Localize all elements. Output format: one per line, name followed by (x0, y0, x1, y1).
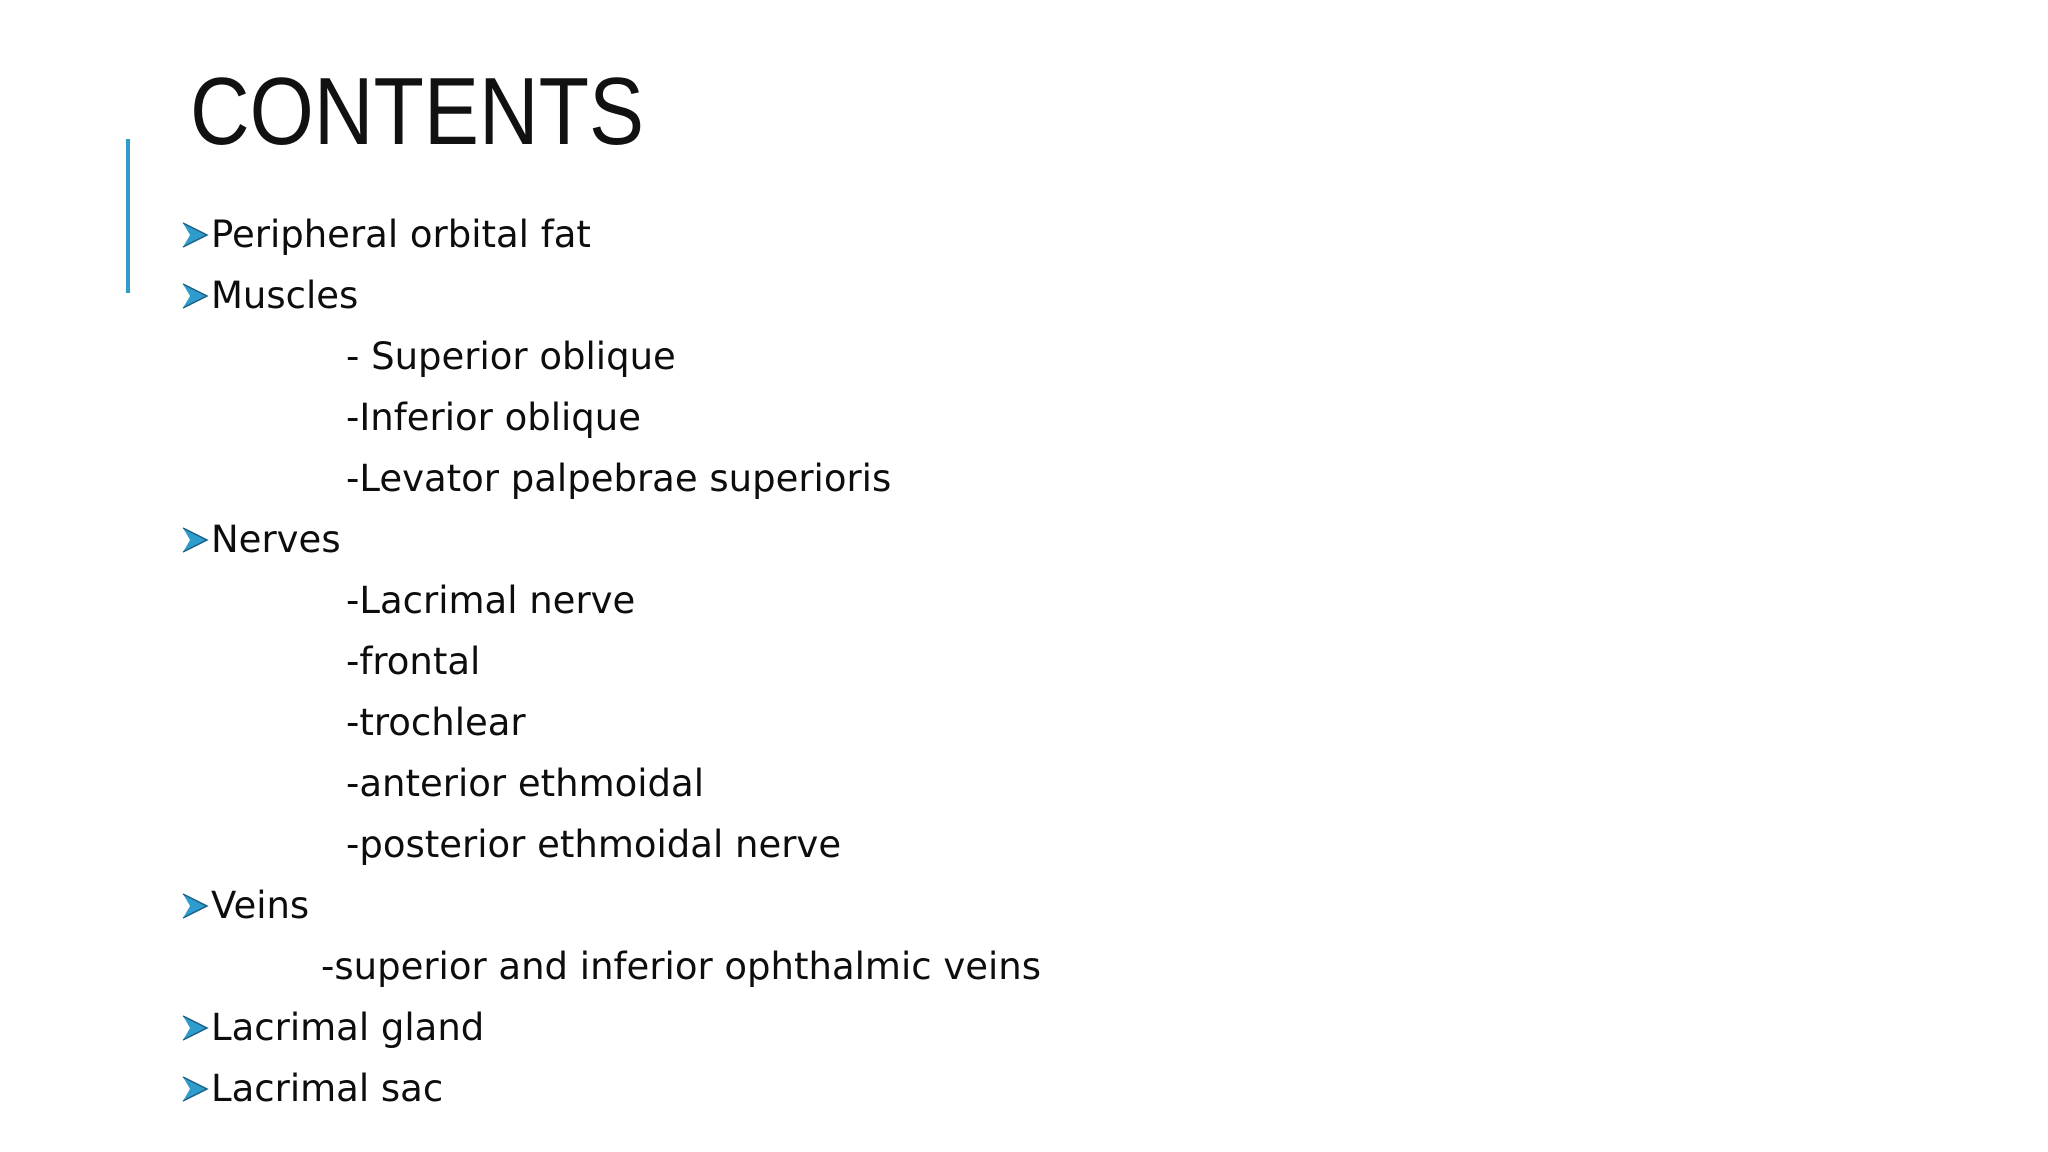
sub-item-lacrimal-nerve (181, 570, 1041, 631)
list-item-veins (181, 875, 1041, 936)
list-item-lacrimal-gland (181, 997, 1041, 1058)
arrowhead-bullet-icon (181, 220, 209, 250)
sub-item-inferior-oblique (181, 387, 1041, 448)
list-item-label: Muscles (211, 273, 359, 317)
arrowhead-bullet-icon (181, 1013, 209, 1043)
sub-item-levator-palpebrae (181, 448, 1041, 509)
sub-item-superior-oblique (181, 326, 1041, 387)
list-item-nerves (181, 509, 1041, 570)
sub-item-label: -frontal (346, 639, 481, 683)
contents-list (181, 204, 1041, 1119)
sub-item-anterior-ethmoidal (181, 753, 1041, 814)
sub-item-frontal (181, 631, 1041, 692)
list-item-label: Nerves (211, 517, 341, 561)
sub-item-label: -superior and inferior ophthalmic veins (321, 944, 1042, 988)
list-item-label: Lacrimal gland (211, 1005, 485, 1049)
list-item-label: Peripheral orbital fat (211, 212, 591, 256)
sub-item-posterior-ethmoidal (181, 814, 1041, 875)
slide-title: CONTENTS (190, 58, 645, 165)
sub-item-ophthalmic-veins (181, 936, 1041, 997)
sub-item-label: -posterior ethmoidal nerve (346, 822, 842, 866)
sub-item-label: -Levator palpebrae superioris (346, 456, 892, 500)
arrowhead-bullet-icon (181, 891, 209, 921)
sub-item-label: -Lacrimal nerve (346, 578, 636, 622)
accent-bar (126, 139, 130, 293)
list-item-muscles (181, 265, 1041, 326)
arrowhead-bullet-icon (181, 525, 209, 555)
arrowhead-bullet-icon (181, 1074, 209, 1104)
list-item-lacrimal-sac (181, 1058, 1041, 1119)
sub-item-label: -trochlear (346, 700, 526, 744)
sub-item-label: -anterior ethmoidal (346, 761, 704, 805)
list-item-label: Lacrimal sac (211, 1066, 444, 1110)
list-item-peripheral-orbital-fat (181, 204, 1041, 265)
sub-item-label: -Inferior oblique (346, 395, 641, 439)
list-item-label: Veins (211, 883, 310, 927)
arrowhead-bullet-icon (181, 281, 209, 311)
sub-item-label: - Superior oblique (346, 334, 676, 378)
sub-item-trochlear (181, 692, 1041, 753)
